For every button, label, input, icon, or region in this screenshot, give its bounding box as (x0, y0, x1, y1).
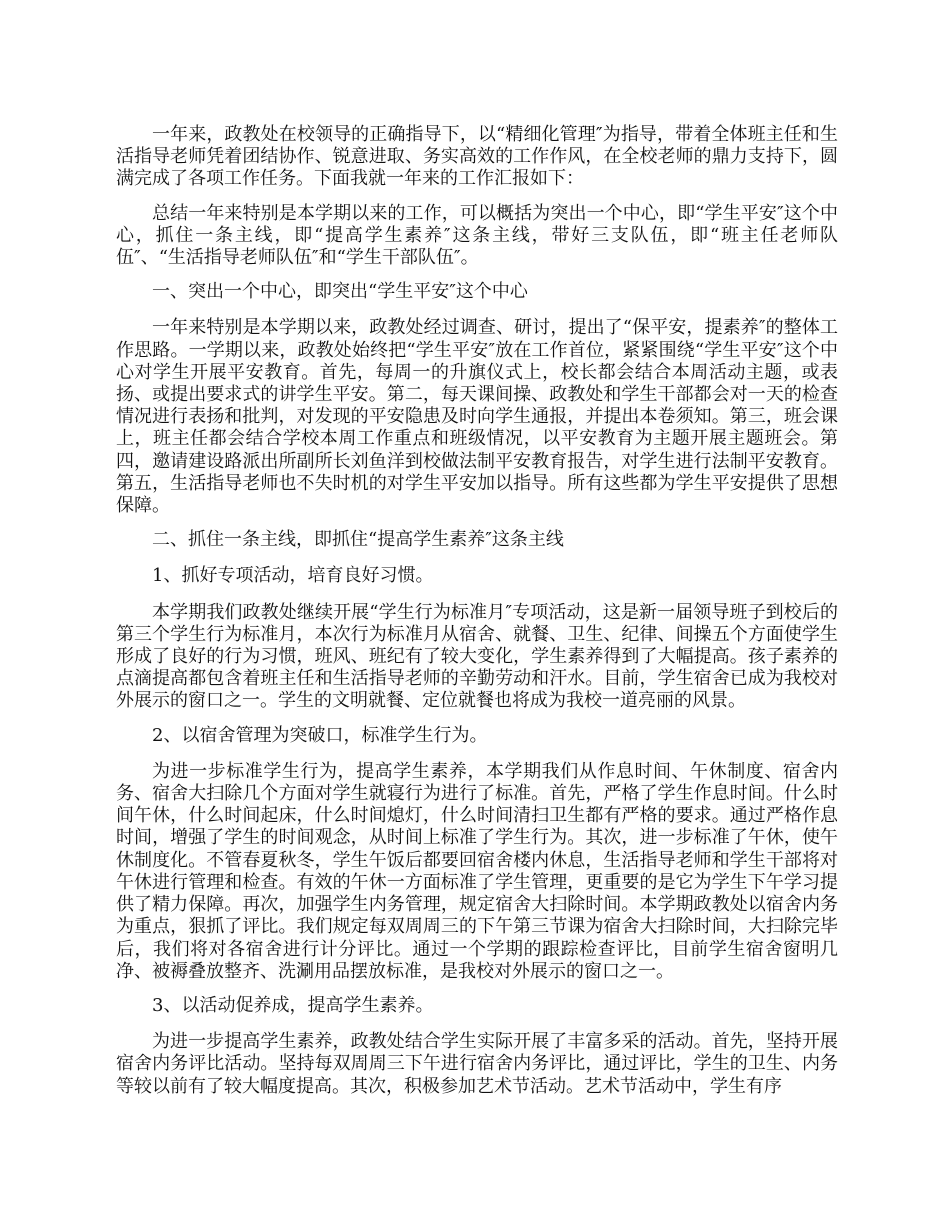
subheading-2: 2、以宿舍管理为突破口，标准学生行为。 (152, 724, 488, 746)
subheading-1: 1、抓好专项活动，培育良好习惯。 (152, 565, 434, 587)
section-heading-2: 二、抓住一条主线，即抓住“提高学生素养″这条主线 (152, 529, 564, 551)
document-body (116, 124, 838, 1110)
section-heading-1: 一、突出一个中心，即突出“学生平安″这个中心 (152, 281, 528, 303)
body-paragraph: 为进一步标准学生行为，提高学生素养，本学期我们从作息时间、午休制度、宿舍内务、宿舍大扫除几个方面对学生就寝行为进行了标准。首先，严格了学生作息时间。什么时间午休，什么时间起床，什么时间熄灯，什么时间清扫卫生都有严格的要求。通过严格作息时间，增强了学生的时间观念，从时间上标准了学生行为。其次，进一步标准了午休，使午休制度化。不管春夏秋冬，学生午饭后都要回宿舍楼内休息，生活指导老师和学生干部将对午休进行管理和检查。有效的午休一方面标准了学生管理，更重要的是它为学生下午学习提供了精力保障。再次，加强学生内务管理，规定宿舍大扫除时间。本学期政教处以宿舍内务为重点，狠抓了评比。我们规定每双周周三的下午第三节课为宿舍大扫除时间，大扫除完毕后，我们将对各宿舍进行计分评比。通过一个学期的跟踪检查评比，目前学生宿舍窗明几净、被褥叠放整齐、洗涮用品摆放标准，是我校对外展示的窗口之一。 (116, 760, 838, 982)
body-paragraph: 一年来特别是本学期以来，政教处经过调查、研讨，提出了“保平安，提素养″的整体工作思路。一学期以来，政教处始终把“学生平安″放在工作首位，紧紧围绕“学生平安″这个中心对学生开展平安教育。首先，每周一的升旗仪式上，校长都会结合本周活动主题，或表扬、或提出要求式的讲学生平安。第二，每天课间操、政教处和学生干部都会对一天的检查情况进行表扬和批判，对发现的平安隐患及时向学生通报，并提出本卷须知。第三，班会课上，班主任都会结合学校本周工作重点和班级情况，以平安教育为主题开展主题班会。第四，邀请建设路派出所副所长刘鱼洋到校做法制平安教育报告，对学生进行法制平安教育。第五，生活指导老师也不失时机的对学生平安加以指导。所有这些都为学生平安提供了思想保障。 (116, 317, 838, 517)
summary-paragraph: 总结一年来特别是本学期以来的工作，可以概括为突出一个中心，即“学生平安″这个中心，抓住一条主线，即“提高学生素养″这条主线，带好三支队伍，即“班主任老师队伍″、“生活指导老师队伍″和“学生干部队伍″。 (116, 202, 838, 269)
subheading-3: 3、以活动促养成，提高学生素养。 (152, 994, 434, 1016)
body-paragraph: 为进一步提高学生素养，政教处结合学生实际开展了丰富多采的活动。首先，坚持开展宿舍内务评比活动。坚持每双周周三下午进行宿舍内务评比，通过评比，学生的卫生、内务等较以前有了较大幅度提高。其次，积极参加艺术节活动。艺术节活动中，学生有序 (116, 1031, 838, 1097)
intro-paragraph: 一年来，政教处在校领导的正确指导下，以“精细化管理″为指导，带着全体班主任和生活指导老师凭着团结协作、锐意进取、务实高效的工作作风，在全校老师的鼎力支持下，圆满完成了各项工作任务。下面我就一年来的工作汇报如下： (116, 124, 838, 190)
body-paragraph: 本学期我们政教处继续开展“学生行为标准月″专项活动，这是新一届领导班子到校后的第三个学生行为标准月，本次行为标准月从宿舍、就餐、卫生、纪律、间操五个方面使学生形成了良好的行为习惯，班风、班纪有了较大变化，学生素养得到了大幅提高。孩子素养的点滴提高都包含着班主任和生活指导老师的辛勤劳动和汗水。目前，学生宿舍已成为我校对外展示的窗口之一。学生的文明就餐、定位就餐也将成为我校一道亮丽的风景。 (116, 601, 838, 712)
